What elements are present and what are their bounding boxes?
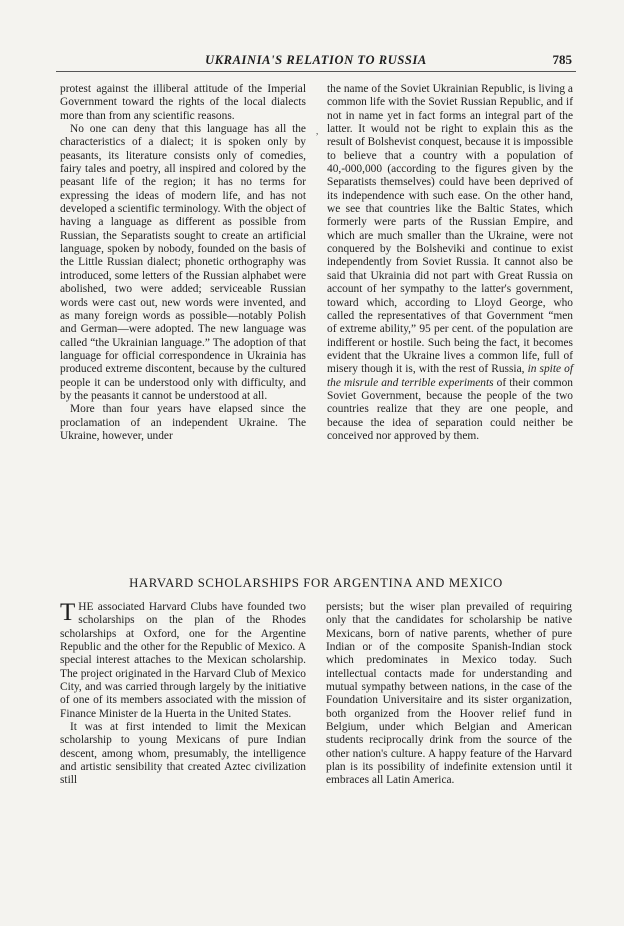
paragraph	[60, 601, 306, 721]
article2-left-column	[60, 601, 306, 788]
margin-mark: ,	[316, 126, 319, 136]
paragraph: persists; but the wiser plan prevailed of requiring only that the candidates for scholarship be native Mexicans, born of native parents, whether of pure Indian or of the composite Spanish-Indian stock which predominates in Mexico today. Such intellectual contacts made for understanding and mutual sympathy between nations, in the case of the Foundation Universitaire and its sister organization, both organized from the Hoover relief fund in Belgium, under which Belgian and American students reciprocally drink from the source of the other nation's culture. A happy feature of the Harvard plan is its possibility of indefinite extension until it embraces all Latin America.	[326, 601, 572, 787]
paragraph-text: of their common Soviet Government, because the people of the two countries realize that they are one people, and because the idea of separation could neither be conceived nor approved by them.	[327, 376, 574, 442]
article2-right-column	[326, 601, 572, 788]
paragraph: More than four years have elapsed since the proclamation of an independent Ukraine. The Ukraine, however, under	[60, 403, 306, 442]
page-number: 785	[552, 52, 572, 67]
paragraph: protest against the illiberal attitude of the Imperial Government toward the rights of the local dialects more than from any scientific reasons.	[60, 83, 306, 122]
running-header	[56, 51, 576, 72]
drop-cap: T	[60, 599, 76, 626]
paragraph: It was at first intended to limit the Mexican scholarship to young Mexicans of pure Indian descent, among whom, presumably, the intelligence and artistic sensibility that created Aztec civilization still	[60, 721, 306, 787]
article1-right-column	[327, 83, 573, 443]
article-title: HARVARD SCHOLARSHIPS FOR ARGENTINA AND MEXICO	[129, 576, 503, 590]
paragraph: No one can deny that this language has all the characteristics of a dialect; it is spoken only by peasants, its literature consists only of comedies, fairy tales and poetry, all inspired and colored by the peasant life of the region; it has no terms for expressing the ideas of modern life, and has not developed a scientific terminology. With the object of having a language as different as possible from Russian, the Separatists sought to create an artificial language, spoken by nobody, founded on the basis of the Little Russian dialect; phonetic orthography was introduced, some letters of the Russian alphabet were abolished, two were added; serviceable Russian words were cast out, new words were invented, and as many foreign words as possible—notably Polish and German—were adopted. The new language was called “the Ukrainian language.” The adoption of that language for official correspondence in Ukrainia has produced extreme discontent, because by the cultured people it can be understood only with difficulty, and by the peasants it cannot be understood at all.	[60, 123, 306, 402]
italic-phrase: in spite of the misrule and terrible experiments	[327, 363, 573, 389]
article1-left-column	[60, 83, 306, 443]
paragraph	[327, 83, 573, 443]
paragraph-text: HE associated Harvard Clubs have founded two scholarships on the plan of the Rhodes scholarships at Oxford, one for the Argentine Republic and the other for the Republic of Mexico. A special interest attaches to the Mexican scholarship. The project originated in the Harvard Club of Mexico City, and was carried through largely by the initiative of one of its members associated with the mission of Finance Minister de la Huerta in the United States.	[60, 601, 306, 720]
paragraph-text: the name of the Soviet Ukrainian Republic, is living a common life with the Soviet Russian Republic, and if not in name yet in fact forms an integral part of the latter. It would not be right to explain this as the result of Bolshevist conquest, because it is impossible to believe that a country with a population of 40,-000,000 (according to the figures given by the Separatists themselves) could have been deprived of its independence with such ease. On the other hand, we see that countries like the Baltic States, which formerly were parts of the Russian Empire, and which are much smaller than the Ukraine, were not conquered by the Bolsheviki and continue to exist independently from Soviet Russia. It cannot also be said that Ukrainia did not part with Great Russia on account of her sympathy to the latter's government, toward which, according to Lloyd George, who called the representatives of that Government “men of extreme ability,” 95 per cent. of the population are indifferent or hostile. Such being the fact, it becomes evident that the Ukraine lives a common life, full of misery though it is, with the rest of Russia,	[327, 83, 573, 376]
running-title: UKRAINIA'S RELATION TO RUSSIA	[205, 53, 427, 67]
